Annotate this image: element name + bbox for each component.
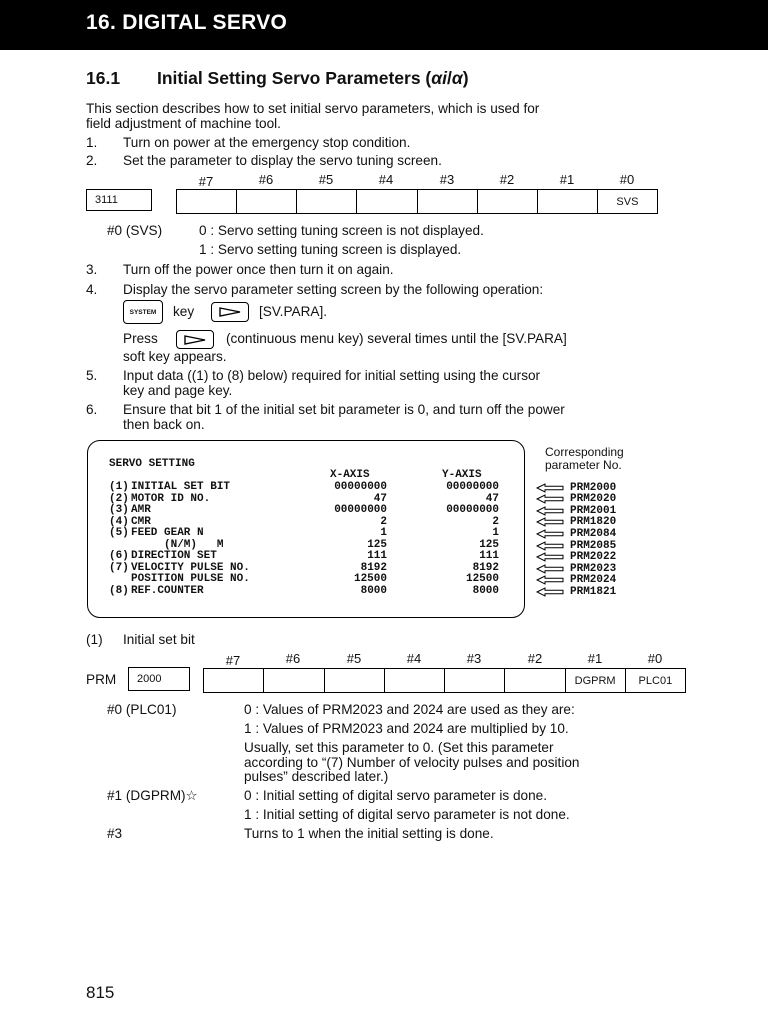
- screen-row-x-value: 2: [380, 515, 387, 528]
- parameter-entry: [536, 482, 616, 494]
- parameter-entry: [536, 540, 616, 552]
- continuous-menu-text: (continuous menu key) several times until the [SV.PARA]: [226, 331, 567, 346]
- param-3111-bitfield: [176, 189, 658, 214]
- screen-row-number: (7): [109, 561, 129, 574]
- prm-bit-2-cell: [504, 669, 564, 692]
- screen-col-y: Y-AXIS: [442, 469, 482, 481]
- screen-row-y-value: 12500: [465, 573, 499, 586]
- screen-row-label: DIRECTION SET: [131, 550, 217, 563]
- parameter-name: PRM2024: [570, 574, 617, 587]
- left-arrow-icon: [536, 541, 564, 551]
- parameter-name: PRM1821: [570, 585, 617, 598]
- initial-set-bit-heading: Initial set bit: [123, 632, 195, 647]
- parameter-name: PRM2020: [570, 493, 617, 506]
- bit-header-1: #1: [559, 172, 575, 187]
- prm-bit-3-cell: [444, 669, 504, 692]
- bit-header-6: #6: [258, 172, 274, 187]
- left-arrow-icon: [536, 552, 564, 562]
- screen-row-x-value: 8192: [360, 561, 387, 574]
- parameter-name: PRM2001: [570, 504, 617, 517]
- prm-bit-4-cell: [384, 669, 444, 692]
- intro-line-1: This section describes how to set initial servo parameters, which is used for: [86, 101, 540, 116]
- step-3-text: Turn off the power once then turn it on again.: [123, 262, 394, 277]
- screen-row-number: (3): [109, 504, 129, 517]
- plc01-1-desc: 1 : Values of PRM2023 and 2024 are multiplied by 10.: [244, 721, 569, 736]
- continuous-menu-key: [211, 302, 249, 322]
- screen-row-label: MOTOR ID NO.: [131, 492, 211, 505]
- screen-row-x-value: 8000: [360, 584, 387, 597]
- left-arrow-icon: [536, 575, 564, 585]
- step-4-number: 4.: [86, 282, 98, 297]
- step-6-number: 6.: [86, 402, 98, 417]
- bit-header-5: #5: [318, 172, 334, 187]
- sv-para-softkey: [SV.PARA].: [259, 304, 328, 319]
- dgprm-0-desc: 0 : Initial setting of digital servo parameter is done.: [244, 788, 547, 803]
- parameter-entry: [536, 563, 616, 575]
- bit-6-cell: [236, 190, 296, 213]
- bit3-desc: Turns to 1 when the initial setting is done.: [244, 826, 494, 841]
- chapter-title: 16. DIGITAL SERVO: [86, 11, 288, 34]
- parameter-entry: [536, 528, 616, 540]
- screen-row-x-value: 125: [367, 538, 387, 551]
- system-key: SYSTEM: [123, 300, 163, 324]
- intro-line-2: field adjustment of machine tool.: [86, 116, 281, 131]
- screen-row-label: FEED GEAR N: [131, 527, 204, 540]
- step-4-text: Display the servo parameter setting screen by the following operation:: [123, 282, 544, 297]
- parameter-entry: [536, 574, 616, 586]
- left-arrow-icon: [536, 564, 564, 574]
- prm-bit-header-6: #6: [285, 651, 301, 666]
- screen-col-x: X-AXIS: [330, 469, 370, 481]
- section-number: 16.1: [86, 68, 121, 88]
- bit-header-2: #2: [499, 172, 515, 187]
- parameter-entry: [536, 586, 616, 598]
- prm-2000-number-box: 2000: [128, 667, 190, 691]
- prm-bit-0-cell: PLC01: [625, 669, 685, 692]
- parameter-name: PRM2085: [570, 539, 617, 552]
- parameter-entry: [536, 517, 616, 529]
- bit-4-cell: [356, 190, 416, 213]
- left-arrow-icon: [536, 483, 564, 493]
- press-word: Press: [123, 331, 158, 346]
- param-number-box: 3111: [86, 189, 152, 211]
- parameter-entry: [536, 505, 616, 517]
- left-arrow-icon: [536, 494, 564, 504]
- dgprm-1-desc: 1 : Initial setting of digital servo parameter is not done.: [244, 807, 570, 822]
- prm-bit-header-4: #4: [406, 651, 422, 666]
- parameter-entry: [536, 551, 616, 563]
- screen-title: SERVO SETTING: [109, 458, 195, 470]
- parameter-name: PRM1820: [570, 516, 617, 529]
- continuous-menu-text-2: soft key appears.: [123, 349, 227, 364]
- key-word: key: [173, 304, 195, 319]
- screen-row-x-value: 00000000: [334, 481, 387, 493]
- prm-2000-bitfield: [203, 668, 686, 693]
- screen-row-y-value: 125: [479, 538, 499, 551]
- prm-bit-1-cell: DGPRM: [565, 669, 625, 692]
- step-1-text: Turn on power at the emergency stop condition.: [123, 135, 411, 150]
- step-6-line-2: then back on.: [123, 417, 205, 432]
- svs-0-desc: 0 : Servo setting tuning screen is not displayed.: [199, 223, 484, 238]
- plc01-note-1: Usually, set this parameter to 0. (Set this parameter: [244, 740, 554, 755]
- corresponding-label-1: Corresponding: [545, 445, 624, 459]
- screen-row-y-value: 1: [492, 527, 499, 540]
- step-2-text: Set the parameter to display the servo tuning screen.: [123, 153, 442, 168]
- step-5-line-1: Input data ((1) to (8) below) required for initial setting using the cursor: [123, 368, 541, 383]
- screen-row-number: (1): [109, 481, 129, 493]
- prm-bit-header-2: #2: [527, 651, 543, 666]
- screen-row-x-value: 1: [380, 527, 387, 540]
- prm-bit-header-5: #5: [346, 651, 362, 666]
- bit-header-3: #3: [439, 172, 455, 187]
- bit3-label: #3: [107, 826, 123, 841]
- screen-row-y-value: 2: [492, 515, 499, 528]
- svs-label: #0 (SVS): [107, 223, 163, 238]
- screen-row-number: (4): [109, 515, 129, 528]
- plc01-label: #0 (PLC01): [107, 702, 177, 717]
- svs-1-desc: 1 : Servo setting tuning screen is displayed.: [199, 242, 462, 257]
- screen-row-y-value: 00000000: [446, 504, 499, 517]
- bit-header-0: #0: [619, 172, 635, 187]
- step-6-line-1: Ensure that bit 1 of the initial set bit parameter is 0, and turn off the power: [123, 402, 565, 417]
- bit-3-cell: [417, 190, 477, 213]
- step-1-number: 1.: [86, 135, 98, 150]
- bit-header-4: #4: [378, 172, 394, 187]
- left-arrow-icon: [536, 506, 564, 516]
- screen-row-x-value: 111: [367, 550, 387, 563]
- screen-row-number: (2): [109, 492, 129, 505]
- left-arrow-icon: [536, 529, 564, 539]
- screen-row-label: AMR: [131, 504, 151, 517]
- prm-label: PRM: [86, 672, 117, 687]
- screen-row-x-value: 47: [373, 492, 387, 505]
- screen-row-y-value: 8000: [472, 584, 499, 597]
- left-arrow-icon: [536, 517, 564, 527]
- bit-0-cell: SVS: [597, 190, 657, 213]
- bit-1-cell: [537, 190, 597, 213]
- plc01-note-2: according to “(7) Number of velocity pulses and position: [244, 755, 580, 770]
- plc01-note-3: pulses” described later.): [244, 769, 389, 784]
- parameter-name: PRM2084: [570, 527, 617, 540]
- screen-row-number: (6): [109, 550, 129, 563]
- left-arrow-icon: [536, 587, 564, 597]
- continuous-menu-key-2: [176, 330, 214, 349]
- step-3-number: 3.: [86, 262, 98, 277]
- screen-row-label: CMR: [131, 515, 151, 528]
- page-number: 815: [86, 983, 115, 1002]
- section-title: Initial Setting Servo Parameters (αi/α): [157, 68, 469, 88]
- screen-row-label: POSITION PULSE NO.: [131, 573, 250, 586]
- bit-2-cell: [477, 190, 537, 213]
- dgprm-label: #1 (DGPRM)☆: [107, 788, 198, 803]
- corresponding-label-2: parameter No.: [545, 458, 622, 472]
- screen-row-number: (8): [109, 584, 129, 597]
- step-5-number: 5.: [86, 368, 98, 383]
- prm-bit-header-1: #1: [587, 651, 603, 666]
- screen-row-y-value: 47: [485, 492, 499, 505]
- right-triangle-icon: [183, 334, 207, 346]
- prm-bit-5-cell: [324, 669, 384, 692]
- parameter-entry: [536, 494, 616, 506]
- screen-row-label: (N/M) M: [131, 538, 224, 551]
- screen-row-y-value: 00000000: [446, 481, 499, 493]
- prm-bit-7-cell: [204, 669, 263, 692]
- parameter-name: PRM2000: [570, 481, 617, 494]
- prm-bit-header-7: #7: [225, 653, 241, 668]
- screen-row-x-value: 12500: [353, 573, 387, 586]
- step-2-number: 2.: [86, 153, 98, 168]
- screen-row-x-value: 00000000: [334, 504, 387, 517]
- prm-bit-6-cell: [263, 669, 323, 692]
- screen-row-number: (5): [109, 527, 129, 540]
- bit-5-cell: [296, 190, 356, 213]
- initial-set-bit-number: (1): [86, 632, 103, 647]
- parameter-name: PRM2023: [570, 562, 617, 575]
- step-5-line-2: key and page key.: [123, 383, 233, 398]
- screen-row-label: INITIAL SET BIT: [131, 481, 231, 493]
- bit-header-7: #7: [198, 174, 214, 189]
- bit-7-cell: [177, 190, 236, 213]
- screen-row-label: VELOCITY PULSE NO.: [131, 561, 250, 574]
- prm-bit-header-0: #0: [647, 651, 663, 666]
- right-triangle-icon: [218, 306, 242, 318]
- parameter-name: PRM2022: [570, 551, 617, 564]
- screen-row-y-value: 8192: [472, 561, 499, 574]
- screen-row-label: REF.COUNTER: [131, 584, 204, 597]
- screen-row-y-value: 111: [479, 550, 499, 563]
- prm-bit-header-3: #3: [466, 651, 482, 666]
- plc01-0-desc: 0 : Values of PRM2023 and 2024 are used as they are:: [244, 702, 575, 717]
